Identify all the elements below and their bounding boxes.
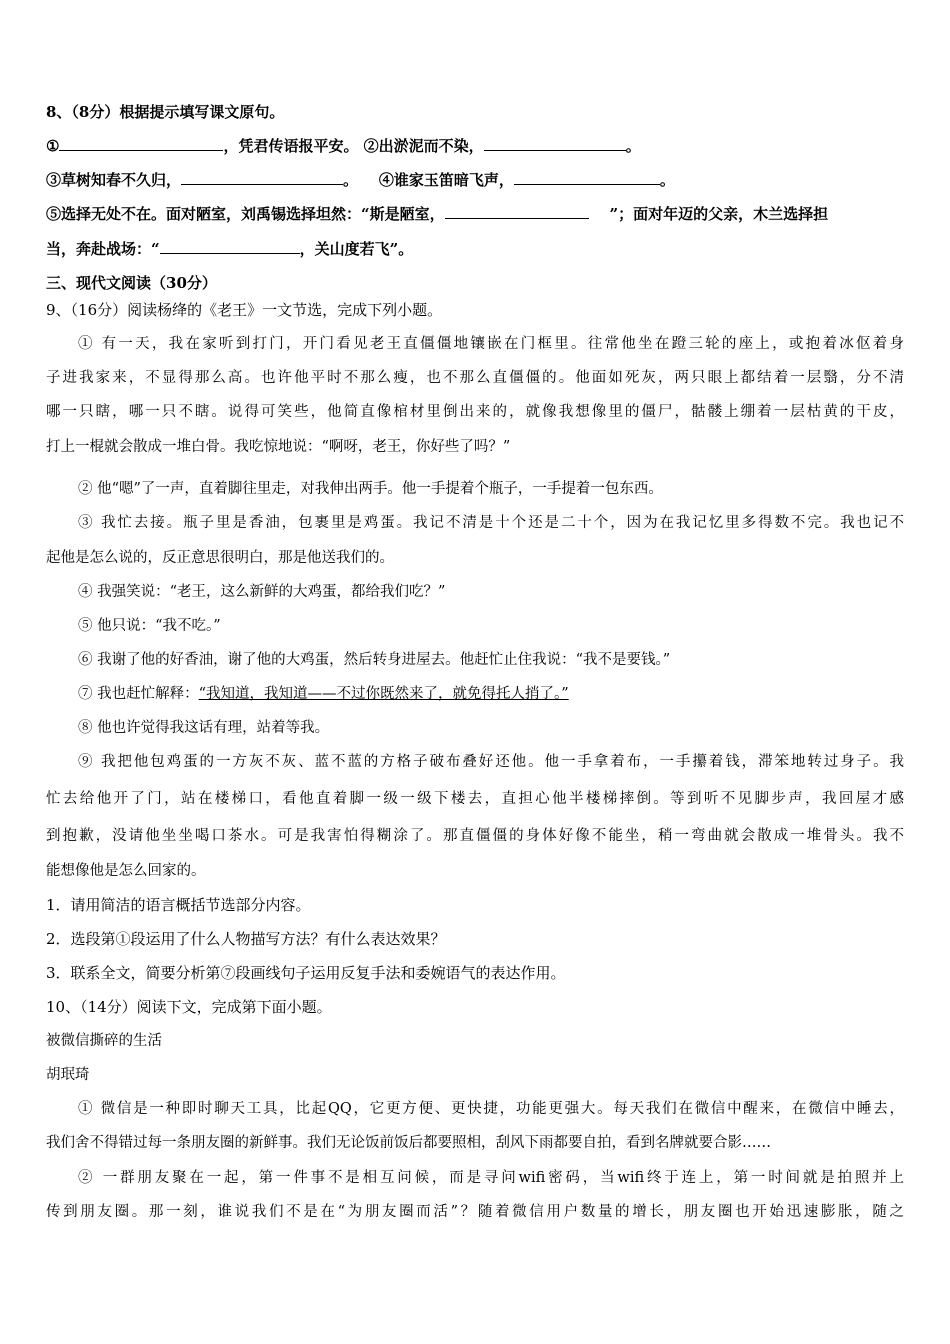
- q9-paragraph-line: 打上一棍就会散成一堆白骨。我吃惊地说：“啊呀，老王，你好些了吗？”: [46, 439, 511, 455]
- q9-paragraph-line: 哪一只瞎，哪一只不瞎。说得可笑些，他简直像棺材里倒出来的，就像我想像里的僵尸，骷髅上绷着一层枯黄的干皮，: [46, 404, 904, 420]
- answer-blank-4[interactable]: [514, 170, 660, 185]
- q9-paragraph-line: ① 有一天，我在家听到打门，开门看见老王直僵僵地镶嵌在门框里。往常他坐在蹬三轮的座上，或抱着冰伛着身: [78, 336, 904, 352]
- q9-paragraph-line: ⑤ 他只说：“我不吃。”: [78, 618, 221, 634]
- q8-line-4-b: ，关山度若飞”。: [299, 240, 414, 258]
- q9-sub-question-3: 3．联系全文，简要分析第⑦段画线句子运用反复手法和委婉语气的表达作用。: [46, 964, 566, 982]
- q8-line-3-b: ”；面对年迈的父亲，木兰选择担: [588, 205, 829, 223]
- q10-heading: 10、（14分）阅读下文，完成第下面小题。: [46, 998, 332, 1016]
- q9-paragraph-line: 起他是怎么说的，反正意思很明白，那是他送我们的。: [46, 550, 394, 566]
- q9-paragraph-line: ⑥ 我谢了他的好香油，谢了他的大鸡蛋，然后转身进屋去。他赶忙止住我说：“我不是要钱。”: [78, 652, 671, 668]
- q10-paragraph-line: ① 微信是一种即时聊天工具，比起QQ，它更方便、更快捷，功能更强大。每天我们在微信中醒来，在微信中睡去，: [78, 1101, 904, 1117]
- q8-line-2: [46, 170, 675, 190]
- q9-paragraph-line: 忙去给他开了门，站在楼梯口，看他直着脚一级一级下楼去，直担心他半楼梯摔倒。等到听不见脚步声，我回屋才感: [46, 791, 904, 807]
- q8-line-4-a: 当，奔赴战场：“: [46, 240, 160, 258]
- q9-sub-question-2: 2．选段第①段运用了什么人物描写方法？有什么表达效果？: [46, 930, 446, 948]
- q8-line-1-c: 。: [625, 137, 641, 155]
- answer-blank-5[interactable]: [445, 204, 589, 219]
- q9-para7-lead: ⑦ 我也赶忙解释：: [78, 686, 199, 702]
- q8-line-2-b: 。 ④谁家玉笛暗飞声，: [343, 171, 514, 189]
- q9-paragraph-line: 到抱歉，没请他坐坐喝口茶水。可是我害怕得糊涂了。那直僵僵的身体好像不能坐，稍一弯曲就会散成一堆骨头。我不: [46, 828, 904, 844]
- q8-line-2-c: 。: [659, 171, 675, 189]
- q8-line-2-a: ③草树知春不久归，: [46, 171, 182, 189]
- q8-line-3: [46, 204, 828, 224]
- q9-paragraph-line: ② 他“嗯”了一声，直着脚往里走，对我伸出两手。他一手提着个瓶子，一手提着一包东西。: [78, 481, 663, 497]
- q9-sub-question-1: 1．请用简洁的语言概括节选部分内容。: [46, 896, 311, 914]
- q8-line-1: [46, 136, 641, 156]
- q9-paragraph-line: ⑨ 我把他包鸡蛋的一方灰不灰、蓝不蓝的方格子破布叠好还他。他一手拿着布，一手攥着钱，滞笨地转过身子。我: [78, 754, 904, 770]
- q9-paragraph-line: ④ 我强笑说：“老王，这么新鲜的大鸡蛋，都给我们吃？”: [78, 584, 446, 600]
- q9-heading: 9、（16分）阅读杨绛的《老王》一文节选，完成下列小题。: [46, 301, 443, 319]
- answer-blank-1[interactable]: [59, 136, 223, 151]
- answer-blank-2[interactable]: [484, 136, 626, 151]
- q9-paragraph-line: 能想像他是怎么回家的。: [46, 863, 206, 879]
- q9-paragraph-line: ⑧ 他也许觉得我这话有理，站着等我。: [78, 720, 330, 736]
- q8-line-1-a: ①: [46, 137, 60, 155]
- article-author: 胡珉琦: [46, 1067, 90, 1083]
- q9-paragraph-line: ③ 我忙去接。瓶子里是香油，包裹里是鸡蛋。我记不清是十个还是二十个，因为在我记忆里多得数不完。我也记不: [78, 515, 904, 531]
- underlined-sentence: “我知道，我知道——不过你既然来了，就免得托人捎了。”: [198, 686, 569, 702]
- q9-paragraph-line: [78, 684, 569, 704]
- q10-paragraph-line: 传到朋友圈。那一刻，谁说我们不是在“为朋友圈而活”？随着微信用户数量的增长，朋友圈也开始迅速膨胀，随之: [46, 1204, 904, 1220]
- q8-heading: 8、（8分）根据提示填写课文原句。: [46, 103, 285, 121]
- q8-line-4: [46, 239, 413, 259]
- q10-paragraph-line: ② 一群朋友聚在一起，第一件事不是相互问候，而是寻问wifi密码，当wifi终于连上，第一时间就是拍照并上: [78, 1170, 904, 1186]
- section-3-heading: 三、现代文阅读（30分）: [46, 274, 217, 292]
- article-title: 被微信撕碎的生活: [46, 1033, 162, 1049]
- answer-blank-6[interactable]: [160, 239, 300, 254]
- q10-paragraph-line: 我们舍不得错过每一条朋友圈的新鲜事。我们无论饭前饭后都要照相，刮风下雨都要自拍，看到名牌就要合影……: [46, 1135, 771, 1151]
- answer-blank-3[interactable]: [181, 170, 343, 185]
- q8-line-1-b: ，凭君传语报平安。 ②出淤泥而不染，: [223, 137, 484, 155]
- q8-line-3-a: ⑤选择无处不在。面对陋室，刘禹锡选择坦然：“斯是陋室，: [46, 205, 445, 223]
- q9-paragraph-line: 子进我家来，不显得那么高。也许他平时不那么瘦，也不那么直僵僵的。他面如死灰，两只眼上都结着一层翳，分不清: [46, 370, 904, 386]
